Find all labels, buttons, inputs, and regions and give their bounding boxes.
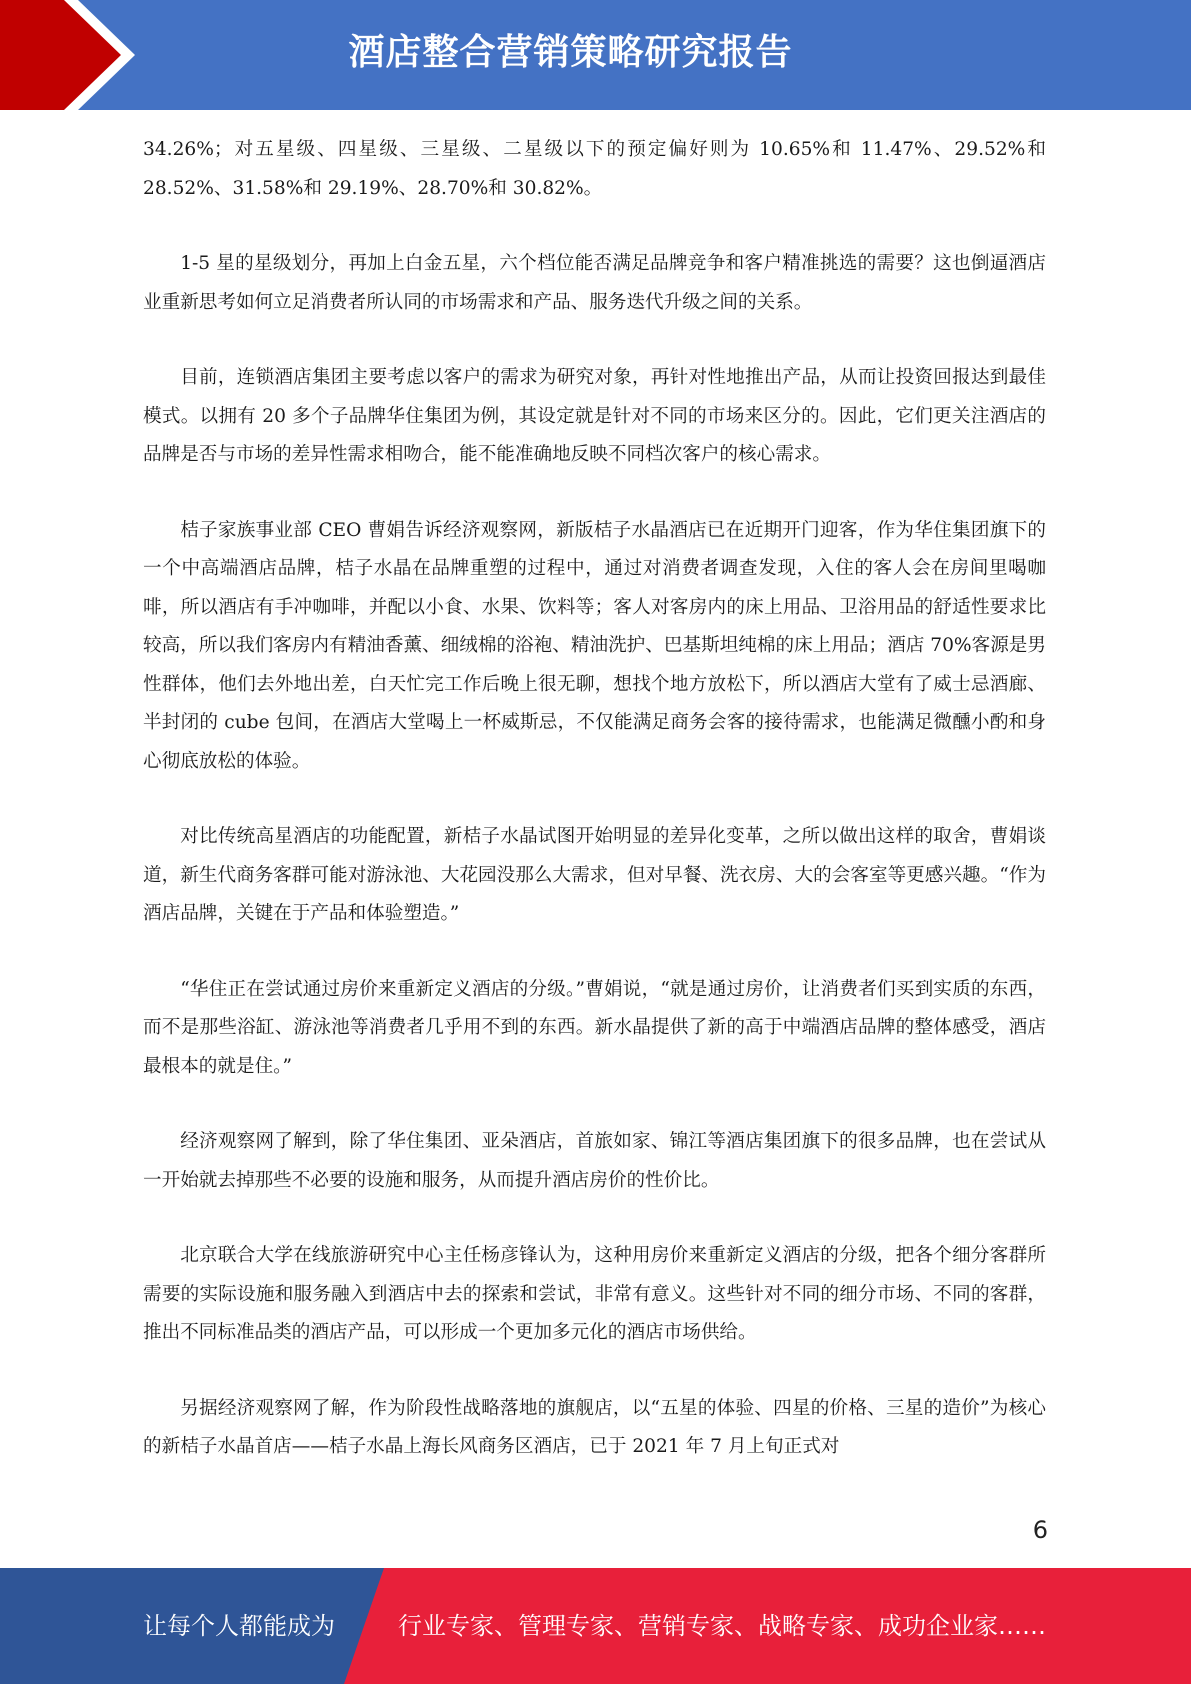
paragraph: 目前，连锁酒店集团主要考虑以客户的需求为研究对象，再针对性地推出产品，从而让投资回报达到最佳模式。以拥有 20 多个子品牌华住集团为例，其设定就是针对不同的市场来区分的。因此，它们更关注酒店的品牌是否与市场的差异性需求相吻合，能不能准确地反映不同档次客户的核心需求。	[143, 367, 1046, 465]
paragraph: 对比传统高星酒店的功能配置，新桔子水晶试图开始明显的差异化变革，之所以做出这样的取舍，曹娟谈道，新生代商务客群可能对游泳池、大花园没那么大需求，但对早餐、洗衣房、大的会客室等更感兴趣。“作为酒店品牌，关键在于产品和体验塑造。”	[143, 826, 1046, 924]
footer-slogan-left: 让每个人都能成为	[143, 1612, 335, 1640]
paragraph: 北京联合大学在线旅游研究中心主任杨彦锋认为，这种用房价来重新定义酒店的分级，把各个细分客群所需要的实际设施和服务融入到酒店中去的探索和尝试，非常有意义。这些针对不同的细分市场、不同的客群，推出不同标准品类的酒店产品，可以形成一个更加多元化的酒店市场供给。	[143, 1245, 1046, 1343]
page-footer	[0, 1568, 1191, 1684]
paragraph: 34.26%；对五星级、四星级、三星级、二星级以下的预定偏好则为 10.65%和 11.47%、29.52%和 28.52%、31.58%和 29.19%、28.70%和 30.82%。	[143, 139, 1046, 199]
report-title: 酒店整合营销策略研究报告	[348, 32, 793, 73]
article-body	[143, 131, 1046, 1504]
paragraph: 经济观察网了解到，除了华住集团、亚朵酒店，首旅如家、锦江等酒店集团旗下的很多品牌，也在尝试从一开始就去掉那些不必要的设施和服务，从而提升酒店房价的性价比。	[143, 1131, 1046, 1191]
paragraph: 1-5 星的星级划分，再加上白金五星，六个档位能否满足品牌竞争和客户精准挑选的需要？这也倒逼酒店业重新思考如何立足消费者所认同的市场需求和产品、服务迭代升级之间的关系。	[143, 253, 1046, 313]
paragraph: 桔子家族事业部 CEO 曹娟告诉经济观察网，新版桔子水晶酒店已在近期开门迎客，作为华住集团旗下的一个中高端酒店品牌，桔子水晶在品牌重塑的过程中，通过对消费者调查发现，入住的客人会在房间里喝咖啡，所以酒店有手冲咖啡，并配以小食、水果、饮料等；客人对客房内的床上用品、卫浴用品的舒适性要求比较高，所以我们客房内有精油香薰、细绒棉的浴袍、精油洗护、巴基斯坦纯棉的床上用品；酒店 70%客源是男性群体，他们去外地出差，白天忙完工作后晚上很无聊，想找个地方放松下，所以酒店大堂有了威士忌酒廊、半封闭的 cube 包间，在酒店大堂喝上一杯威斯忌，不仅能满足商务会客的接待需求，也能满足微醺小酌和身心彻底放松的体验。	[143, 519, 1046, 772]
footer-slogan-right: 行业专家、管理专家、营销专家、战略专家、成功企业家……	[398, 1612, 1046, 1640]
paragraph: 另据经济观察网了解，作为阶段性战略落地的旗舰店，以“五星的体验、四星的价格、三星的造价”为核心的新桔子水晶首店——桔子水晶上海长风商务区酒店，已于 2021 年 7 月上旬正式对	[143, 1397, 1046, 1457]
paragraph: “华住正在尝试通过房价来重新定义酒店的分级。”曹娟说，“就是通过房价，让消费者们买到实质的东西，而不是那些浴缸、游泳池等消费者几乎用不到的东西。新水晶提供了新的高于中端酒店品牌的整体感受，酒店最根本的就是住。”	[143, 978, 1046, 1077]
page-header	[0, 0, 1191, 110]
page-number: 6	[1032, 1516, 1048, 1544]
